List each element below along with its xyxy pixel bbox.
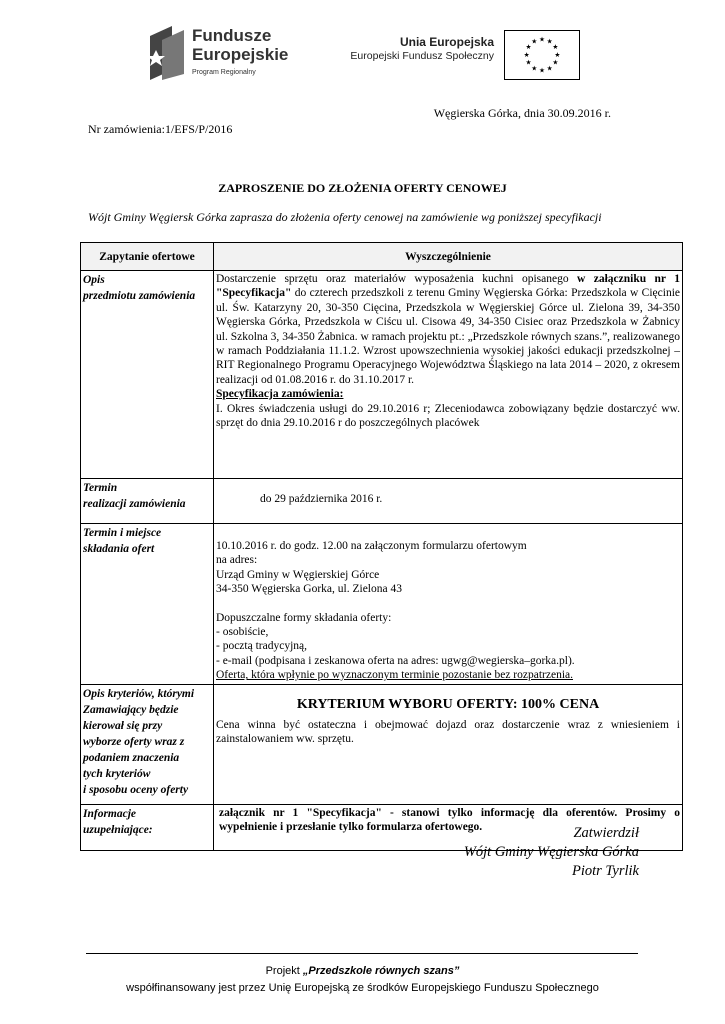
- row-label-skladanie: [81, 524, 214, 685]
- svg-text:★: ★: [546, 64, 553, 73]
- submission-line: Urząd Gminy w Węgierskiej Górce: [216, 568, 380, 581]
- svg-text:★: ★: [538, 35, 546, 44]
- criterion-text: Cena winna być ostateczna i obejmować dojazd oraz dostarczenie wraz z wniesieniem i zainstalowaniem ww. sprzętu.: [216, 719, 680, 746]
- row-content-opis: [214, 271, 683, 479]
- approval-block: [464, 824, 639, 881]
- submission-line: - osobiście,: [216, 626, 269, 639]
- row-content-skladanie: [214, 524, 683, 685]
- label-line: Informacje: [83, 807, 137, 820]
- fundusze-europejskie-logo: [150, 24, 300, 86]
- additional-info-text: załącznik nr 1 "Specyfikacja" - stanowi tylko informację dla oferentów. Prosimy o wypełnienie i przesłanie tylko formularza ofertowego.: [219, 806, 680, 834]
- svg-text:★: ★: [546, 37, 553, 46]
- label-line: składania ofert: [83, 543, 155, 555]
- svg-text:★: ★: [552, 43, 559, 52]
- row-content-termin: [214, 479, 683, 524]
- svg-text:★: ★: [523, 50, 530, 59]
- ue-logo-line1: Unia Europejska: [399, 35, 494, 49]
- submission-line: Dopuszczalne formy składania oferty:: [216, 611, 392, 624]
- row-label-termin: [81, 479, 214, 524]
- approval-line: Zatwierdził: [573, 825, 639, 841]
- header-zapytanie: Zapytanie ofertowe: [81, 243, 214, 271]
- submission-line: 10.10.2016 r. do godz. 12.00 na załączonym formularzu ofertowym: [216, 540, 527, 552]
- svg-text:★: ★: [525, 43, 532, 52]
- label-line: podaniem znaczenia: [83, 751, 180, 764]
- svg-text:★: ★: [531, 64, 538, 73]
- label-line: wyborze oferty wraz z: [83, 735, 185, 748]
- description-text: Dostarczenie sprzętu oraz materiałów wyposażenia kuchni opisanego: [216, 273, 577, 285]
- intro-text: Wójt Gminy Węgiersk Górka zaprasza do złożenia oferty cenowej na zamówienie wg poniższej specyfikacji: [88, 210, 602, 224]
- label-line: kierował się przy: [83, 719, 163, 732]
- label-line: realizacji zamówienia: [83, 498, 186, 510]
- label-line: Termin i miejsce: [83, 527, 162, 539]
- svg-text:★: ★: [552, 58, 559, 67]
- row-label-informacje: [81, 804, 214, 850]
- label-line: tych kryteriów: [83, 767, 151, 780]
- footer-divider: [86, 953, 638, 954]
- submission-line: na adres:: [216, 554, 258, 567]
- fe-logo-line2: Europejskie: [192, 45, 289, 64]
- label-line: Opis kryteriów, którymi: [83, 687, 195, 700]
- description-text: do czterech przedszkoli z terenu Gminy Węgierska Górka: Przedszkola w Cięcinie ul. Św. Katarzyny 20, 30-350 Cięcina, Przedszkola w Węgierskiej Górce ul. Zielona 39, 34-350 Węgierska Górka, Przedszkola w Ciścu ul. Cisowa 49, 34-350 Cisiec oraz Przedszkola w Żabnicy ul. Szkolna 3, 34-350 Żabnica. w ramach projektu pt.: „Przedszkole równych szans.”, realizowanego w ramach Poddziałania 11.1.2. Wzrost upowszechnienia wysokiej jakości edukacji przedszkolnej – RIT Regionalnego Programu Operacyjnego Województwa Śląskiego na lata 2014 – 2020, z okresem realizacji od 01.08.2016 r. do 31.10.2017 r.: [216, 287, 680, 386]
- svg-text:★: ★: [538, 66, 546, 75]
- row-label-kryteria: [81, 684, 214, 804]
- label-line: Opis: [83, 274, 105, 286]
- approval-line: Piotr Tyrlik: [572, 863, 639, 879]
- deadline-text: do 29 października 2016 r.: [260, 493, 383, 505]
- ue-logo-line2: Europejski Fundusz Społeczny: [350, 50, 494, 62]
- submission-line: 34-350 Węgierska Gorka, ul. Zielona 43: [216, 583, 402, 596]
- table-row-skladanie: [81, 524, 683, 685]
- footer-project: [0, 965, 725, 977]
- submission-line: - pocztą tradycyjną,: [216, 640, 307, 653]
- late-offer-note: Oferta, która wpłynie po wyznaczonym terminie pozostanie bez rozpatrzenia.: [216, 669, 573, 682]
- footer-cofinancing: współfinansowany jest przez Unię Europejską ze środków Europejskiego Funduszu Społecznego: [126, 982, 599, 994]
- fe-logo-line3: Program Regionalny: [192, 69, 256, 76]
- label-line: Termin: [83, 482, 118, 494]
- label-line: Zamawiający będzie: [83, 703, 179, 716]
- row-label-opis: [81, 271, 214, 479]
- order-number: Nr zamówienia:1/EFS/P/2016: [88, 122, 233, 136]
- place-and-date: Węgierska Górka, dnia 30.09.2016 r.: [433, 106, 611, 120]
- specification-table: [80, 242, 683, 851]
- fe-logo-line1: Fundusze: [192, 26, 272, 45]
- svg-text:★: ★: [554, 50, 561, 59]
- label-line: przedmiotu zamówienia: [83, 290, 196, 302]
- table-row-kryteria: [81, 684, 683, 804]
- row-content-kryteria: [214, 684, 683, 804]
- footer-project-name: „Przedszkole równych szans”: [302, 965, 460, 977]
- label-line: i sposobu oceny oferty: [83, 783, 189, 796]
- unia-europejska-logo: [350, 30, 580, 85]
- fundusze-logo-mark-icon: [150, 26, 184, 80]
- submission-line: - e-mail (podpisana i zeskanowa oferta na adres: ugwg@wegierska–gorka.pl).: [216, 654, 575, 667]
- svg-text:★: ★: [531, 37, 538, 46]
- attachment-reference: w załączniku nr 1 "Specyfikacja": [216, 273, 680, 300]
- criterion-heading: KRYTERIUM WYBORU OFERTY: 100% CENA: [296, 696, 600, 712]
- document-title: ZAPROSZENIE DO ZŁOŻENIA OFERTY CENOWEJ: [218, 181, 507, 195]
- svg-text:★: ★: [525, 58, 532, 67]
- table-header-row: [81, 243, 683, 271]
- footer-project-prefix: Projekt: [265, 965, 303, 977]
- spec-heading: Specyfikacja zamówienia:: [216, 388, 344, 401]
- table-row-opis: [81, 271, 683, 479]
- header-wyszczegolnienie: Wyszczególnienie: [214, 243, 683, 271]
- approval-line: Wójt Gminy Węgierska Górka: [463, 844, 639, 860]
- label-line: uzupełniające:: [83, 823, 153, 836]
- eu-flag-icon: [504, 30, 580, 80]
- table-row-termin: [81, 479, 683, 524]
- spec-text: I. Okres świadczenia usługi do 29.10.2016 r; Zleceniodawca zobowiązany będzie dostarczyć ww. sprzęt do dnia 29.10.2016 r do poszczególnych placówek: [216, 402, 680, 430]
